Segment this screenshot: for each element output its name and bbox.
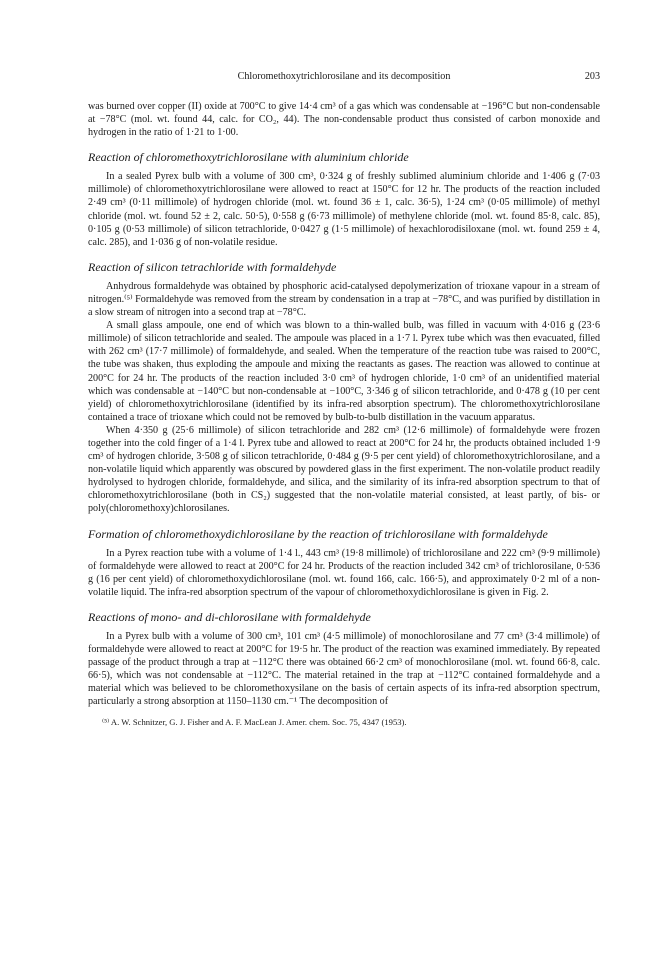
section-aluminium-chloride (88, 150, 600, 249)
footnote: ⁽⁵⁾ A. W. Schnitzer, G. J. Fisher and A. F. MacLean J. Amer. chem. Soc. 75, 4347 (1953). (102, 717, 407, 728)
section-trichlorosilane (88, 527, 600, 599)
running-head (88, 70, 600, 84)
section-heading: Reactions of mono- and di-chlorosilane with formaldehyde (88, 609, 371, 624)
section-heading: Reaction of silicon tetrachloride with formaldehyde (88, 259, 337, 274)
body-paragraph: Anhydrous formaldehyde was obtained by phosphoric acid-catalysed depolymerization of trioxane vapour in a stream of nitrogen.⁽⁵⁾ Formaldehyde was removed from the stream by condensation in a trap at −78°C, and was purified by distillation in a slow stream of nitrogen into a second trap at −78°C. (88, 280, 600, 319)
body-paragraph: In a Pyrex bulb with a volume of 300 cm³, 101 cm³ (4·5 millimole) of monochlorosilane and 77 cm³ (3·4 millimole) of formaldehyde were allowed to react at 200°C for 19·5 hr. The product of the reaction was examined immediately. By repeated passage of the product through a trap at −112°C there was obtained 66·2 cm³ of monochlorosilane (mol. wt. found 66·8, calc. 66·5), which was not condensable at −112°C. The material retained in the trap at −112°C contained formaldehyde and a material which was believed to be chloromethoxysilane on the basis of certain aspects of its infra-red absorption spectrum, particularly a strong absorption at 1150–1130 cm.⁻¹ The decomposition of (88, 630, 600, 708)
section-mono-di-chlorosilane (88, 610, 600, 709)
intro-paragraph: was burned over copper (II) oxide at 700°C to give 14·4 cm³ of a gas which was condensable at −196°C but non-condensable at −78°C (mol. wt. found 44, calc. for CO₂, 44). The non-condensable product thus consisted of carbon monoxide and hydrogen in the ratio of 1·21 to 1·00. (88, 101, 600, 139)
running-title: Chloromethoxytrichlorosilane and its decomposition (237, 71, 451, 82)
body-paragraph: In a Pyrex reaction tube with a volume of 1·4 l., 443 cm³ (19·8 millimole) of trichlorosilane and 222 cm³ (9·9 millimole) of formaldehyde were allowed to react at 200°C for 24 hr. Products of the reaction included 342 cm³ of trichlorosilane, 0·536 g (16 per cent yield) of chloromethoxydichlorosilane (mol. wt. found 166, calc. 166·5), and approximately 0·2 ml of a non-volatile liquid. The infra-red absorption spectrum of the vapour of chloromethoxydichlorosilane is given in Fig. 2. (88, 547, 600, 598)
body-paragraph: When 4·350 g (25·6 millimole) of silicon tetrachloride and 282 cm³ (12·6 millimole) of formaldehyde were frozen together into the cold finger of a 1·4 l. Pyrex tube and allowed to react at 200°C for 24 hr, the products obtained included 1·9 cm³ of hydrogen chloride, 3·508 g of silicon tetrachloride, 0·484 g (9·5 per cent yield) of chloromethoxytrichlorosilane, and a non-volatile liquid which apparently was obscured by powdered glass in the first experiment. The non-volatile product readily hydrolysed to hydrogen chloride, formaldehyde, and silica, and the similarity of its infra-red absorption spectrum to that of chloromethoxytrichlorosilane (both in CS₂) suggested that the non-volatile material consisted, at least partly, of bis- or poly(chloromethoxy)chlorosilanes. (88, 424, 600, 515)
body-paragraph: In a sealed Pyrex bulb with a volume of 300 cm³, 0·324 g of freshly sublimed aluminium chloride and 1·406 g (7·03 millimole) of chloromethoxytrichlorosilane were allowed to react at 150°C for 12 hr. The products of the reaction included 2·49 cm³ (0·11 millimole) of hydrogen chloride (mol. wt. found 36 ± 1, calc. 36·5), 1·24 cm³ (0·05 millimole) of methyl chloride (mol. wt. found 52 ± 2, calc. 50·5), 0·558 g (6·73 millimole) of methylene chloride (mol. wt. found 85·8, calc. 85), 0·105 g (0·53 millimole) of silicon tetrachloride, 0·0427 g (1·5 millimole) of hexachlorodisiloxane (mol. wt. found 259 ± 4, calc. 285), and 1·036 g of non-volatile residue. (88, 171, 600, 248)
body-paragraph: A small glass ampoule, one end of which was blown to a thin-walled bulb, was filled in vacuum with 4·016 g (23·6 millimole) of silicon tetrachloride and sealed. The ampoule was placed in a 1·7 l. Pyrex tube which was then evacuated, filled with 262 cm³ (17·7 millimole) of formaldehyde, and sealed. When the temperature of the reaction tube was raised to 200°C, the tube was shaken, thus exploding the ampoule and mixing the reactants as gases. The reaction was allowed to continue at 200°C for 24 hr. The products of the reaction included 3·0 cm³ of hydrogen chloride, 1·0 cm³ of an unidentified material which was condensable at −140°C but non-condensable at −100°C, 3·346 g of silicon tetrachloride, and 0·478 g (10 per cent yield) of chloromethoxytrichlorosilane (identified by its infra-red absorption spectrum). The chloromethoxytrichlorosilane contained a trace of trioxane which could not be removed by bulb-to-bulb distillation in the vacuum apparatus. (88, 320, 600, 423)
section-silicon-tetrachloride (88, 260, 600, 516)
page-number: 203 (584, 71, 600, 82)
section-heading: Reaction of chloromethoxytrichlorosilane with aluminium chloride (88, 150, 409, 165)
section-heading: Formation of chloromethoxydichlorosilane by the reaction of trichlorosilane with formaldehyde (88, 526, 548, 541)
paper-page (88, 70, 600, 728)
